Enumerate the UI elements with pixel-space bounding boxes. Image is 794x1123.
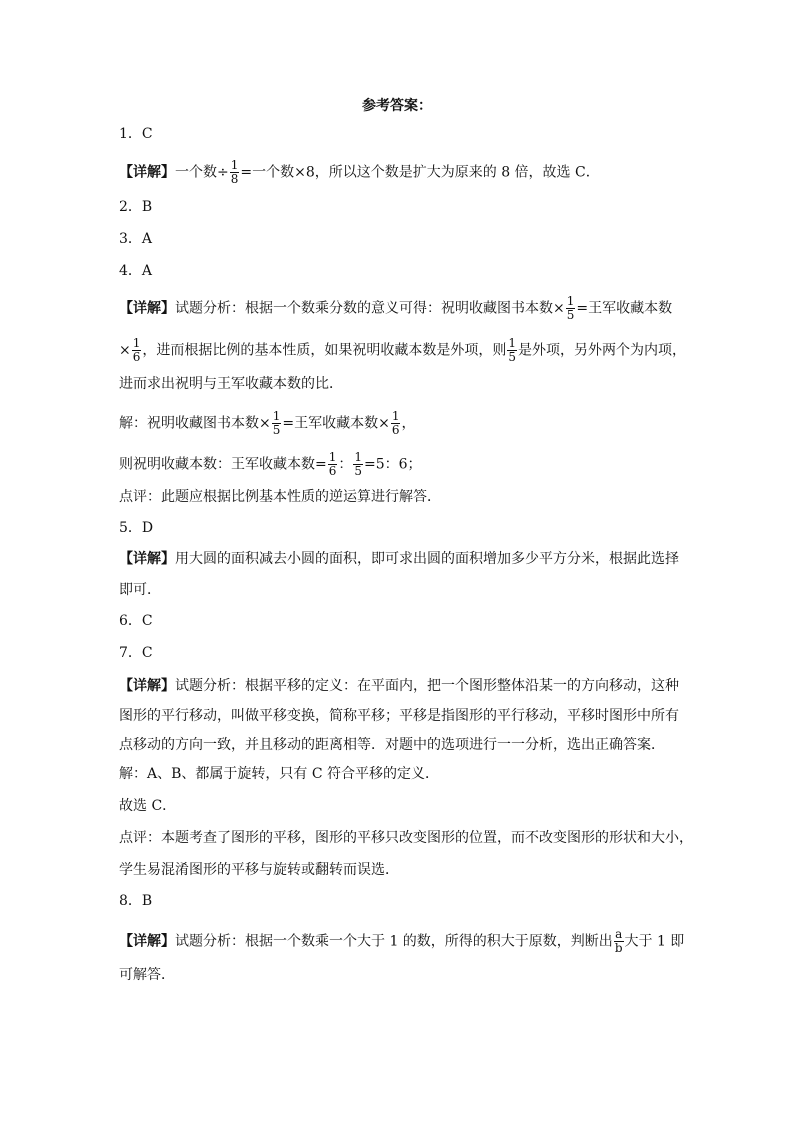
answer-5-number: 5．D [119, 520, 154, 536]
fraction-1-6: $\frac{1}{6}$ [391, 409, 400, 437]
detail-tag: 【详解】 [119, 551, 175, 567]
answer-4-solution-line-1: 解：祝明收藏图书本数× $\frac{1}{5}$ =王军收藏本数× $\frac{1}{6}$ ， [119, 409, 416, 437]
answer-1-detail: 【详解】一个数÷ $\frac{1}{8}$ =一个数×8，所以这个数是扩大为原来的 8 倍，故选 C． [119, 158, 600, 186]
answer-7-detail-line-1: 【详解】试题分析：根据平移的定义：在平面内，把一个图形整体沿某一的方向移动，这种 [119, 678, 679, 694]
answer-7-comment-line-2: 学生易混淆图形的平移与旋转或翻转而误选． [119, 862, 399, 878]
fraction-1-5: $\frac{1}{5}$ [272, 409, 281, 437]
fraction-1-6: $\frac{1}{6}$ [328, 450, 337, 478]
answer-6-number: 6．C [119, 613, 153, 629]
answer-5-detail-line-2: 即可． [119, 582, 161, 598]
answer-4-number: 4．A [119, 263, 153, 279]
answer-7-comment-line-1: 点评：本题考查了图形的平移，图形的平移只改变图形的位置，而不改变图形的形状和大小， [119, 830, 693, 846]
answer-7-choice: 故选 C． [119, 798, 177, 814]
answer-7-detail-line-3: 点移动的方向一致，并且移动的距离相等．对题中的选项进行一一分析，选出正确答案． [119, 737, 665, 753]
answer-7-solution: 解：A、B、都属于旋转，只有 C 符合平移的定义． [119, 766, 440, 782]
answer-4-detail-line-2: × $\frac{1}{6}$ ，进而根据比例的基本性质，如果祝明收藏本数是外项，则 $\frac{1}{5}$ 是外项，另外两个为内项， [119, 336, 687, 364]
fraction-1-5: $\frac{1}{5}$ [566, 294, 575, 322]
fraction-1-8: $\frac{1}{8}$ [230, 158, 239, 186]
answer-4-comment: 点评：此题应根据比例基本性质的逆运算进行解答． [119, 489, 441, 505]
answer-8-detail-line-1: 【详解】试题分析：根据一个数乘一个大于 1 的数，所得的积大于原数，判断出 $\frac{a}{b}$ 大于 1 即 [119, 927, 685, 955]
fraction-a-b: $\frac{a}{b}$ [614, 927, 623, 955]
detail-tag: 【详解】 [119, 300, 175, 317]
fraction-1-6: $\frac{1}{6}$ [132, 336, 141, 364]
answer-2-number: 2．B [119, 199, 153, 215]
detail-tag: 【详解】 [119, 933, 175, 950]
fraction-1-5: $\frac{1}{5}$ [354, 450, 363, 478]
answer-7-number: 7．C [119, 645, 153, 661]
answer-4-solution-line-2: 则祝明收藏本数：王军收藏本数= $\frac{1}{6}$ ： $\frac{1}{5}$ =5：6； [119, 450, 422, 478]
answer-7-detail-line-2: 图形的平行移动，叫做平移变换，简称平移；平移是指图形的平行移动，平移时图形中所有 [119, 708, 679, 724]
answer-4-detail-line-3: 进而求出祝明与王军收藏本数的比． [119, 376, 343, 392]
answer-8-number: 8．B [119, 893, 153, 909]
fraction-1-5: $\frac{1}{5}$ [508, 336, 517, 364]
answer-5-detail-line-1: 【详解】用大圆的面积减去小圆的面积，即可求出圆的面积增加多少平方分米，根据此选择 [119, 551, 679, 567]
answer-8-detail-line-2: 可解答． [119, 967, 175, 983]
answer-1-number: 1．C [119, 126, 153, 142]
page-title: 参考答案： [362, 98, 432, 114]
detail-tag: 【详解】 [119, 164, 175, 181]
answer-3-number: 3．A [119, 231, 153, 247]
detail-tag: 【详解】 [119, 678, 175, 694]
answer-4-detail-line-1: 【详解】试题分析：根据一个数乘分数的意义可得：祝明收藏图书本数× $\frac{1}{5}$ =王军收藏本数 [119, 294, 673, 322]
